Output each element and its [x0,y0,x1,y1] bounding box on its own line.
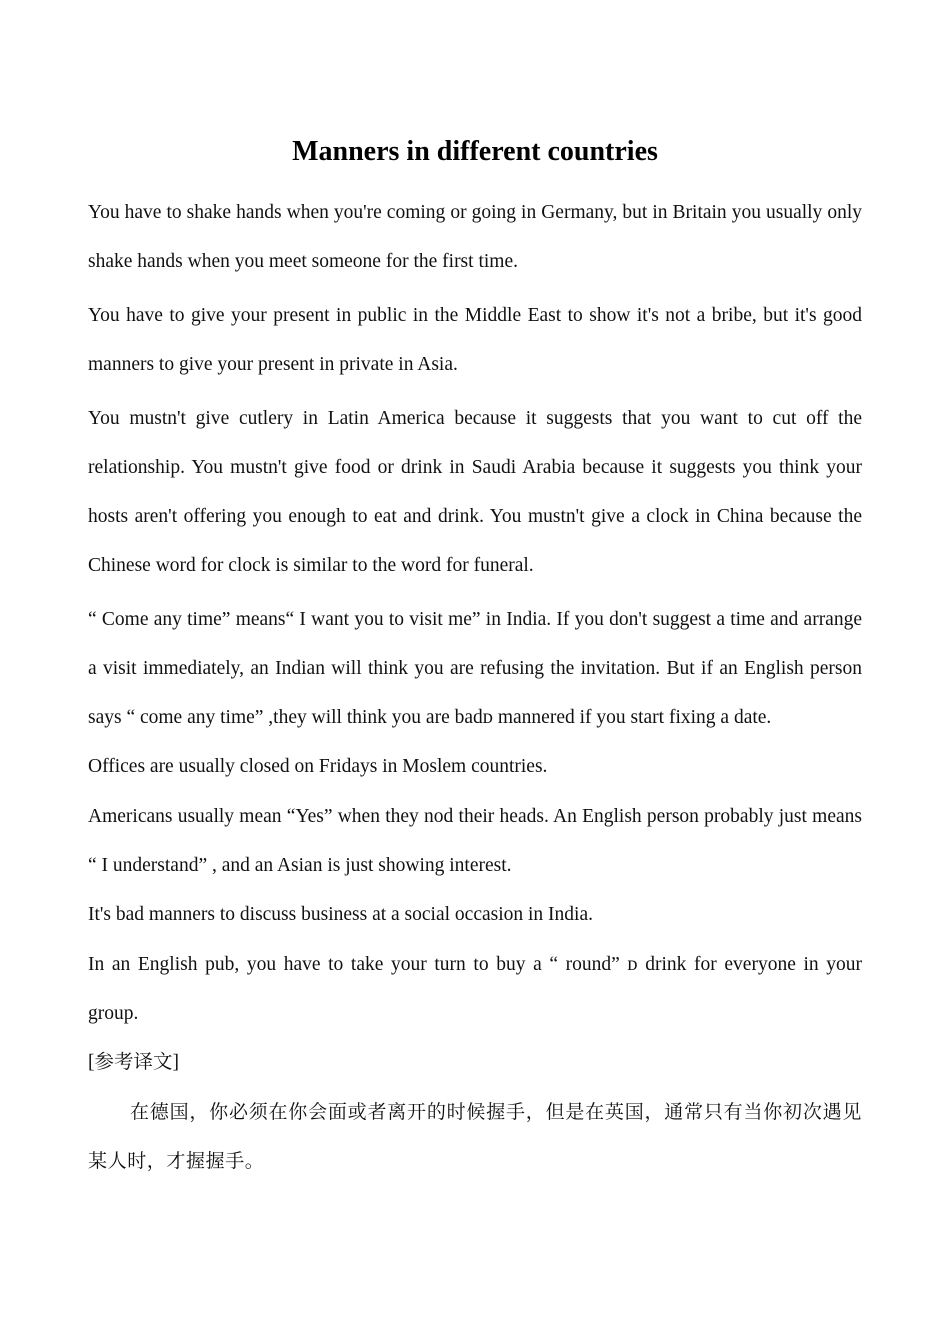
document-title: Manners in different countries [292,136,658,167]
paragraph-business: It's bad manners to discuss business at a social occasion in India. [88,904,593,925]
translation-paragraph: 在德国，你必须在你会面或者离开的时候握手，但是在英国，通常只有当你初次遇见某人时，才握握手。 [88,1101,862,1172]
document-body [88,188,862,1186]
paragraph-nodding: Americans usually mean “Yes” when they nod their heads. An English person probably just means “ I understand” , and an Asian is just showing interest. [88,806,862,876]
paragraph-gifts: You mustn't give cutlery in Latin America because it suggests that you want to cut off the relationship. You mustn't give food or drink in Saudi Arabia because it suggests you think your hosts aren't offering you enough to eat and drink. You mustn't give a clock in China because the Chinese word for clock is similar to the word for funeral. [88,408,862,576]
reference-translation-heading: [参考译文] [88,1052,179,1073]
paragraph-come-any-time: “ Come any time” means“ I want you to visit me” in India. If you don't suggest a time and arrange a visit immediately, an Indian will think you are refusing the invitation. But if an English person says “ come any time” ,they will think you are badᴅ mannered if you start fixing a date. [88,609,862,728]
paragraph-handshake: You have to shake hands when you're coming or going in Germany, but in Britain you usually only shake hands when you meet someone for the first time. [88,202,862,272]
paragraph-pub-round: In an English pub, you have to take your turn to buy a “ round” ᴅ drink for everyone in your group. [88,954,862,1024]
paragraph-offices: Offices are usually closed on Fridays in Moslem countries. [88,756,548,777]
paragraph-present: You have to give your present in public in the Middle East to show it's not a bribe, but it's good manners to give your present in private in Asia. [88,305,862,375]
